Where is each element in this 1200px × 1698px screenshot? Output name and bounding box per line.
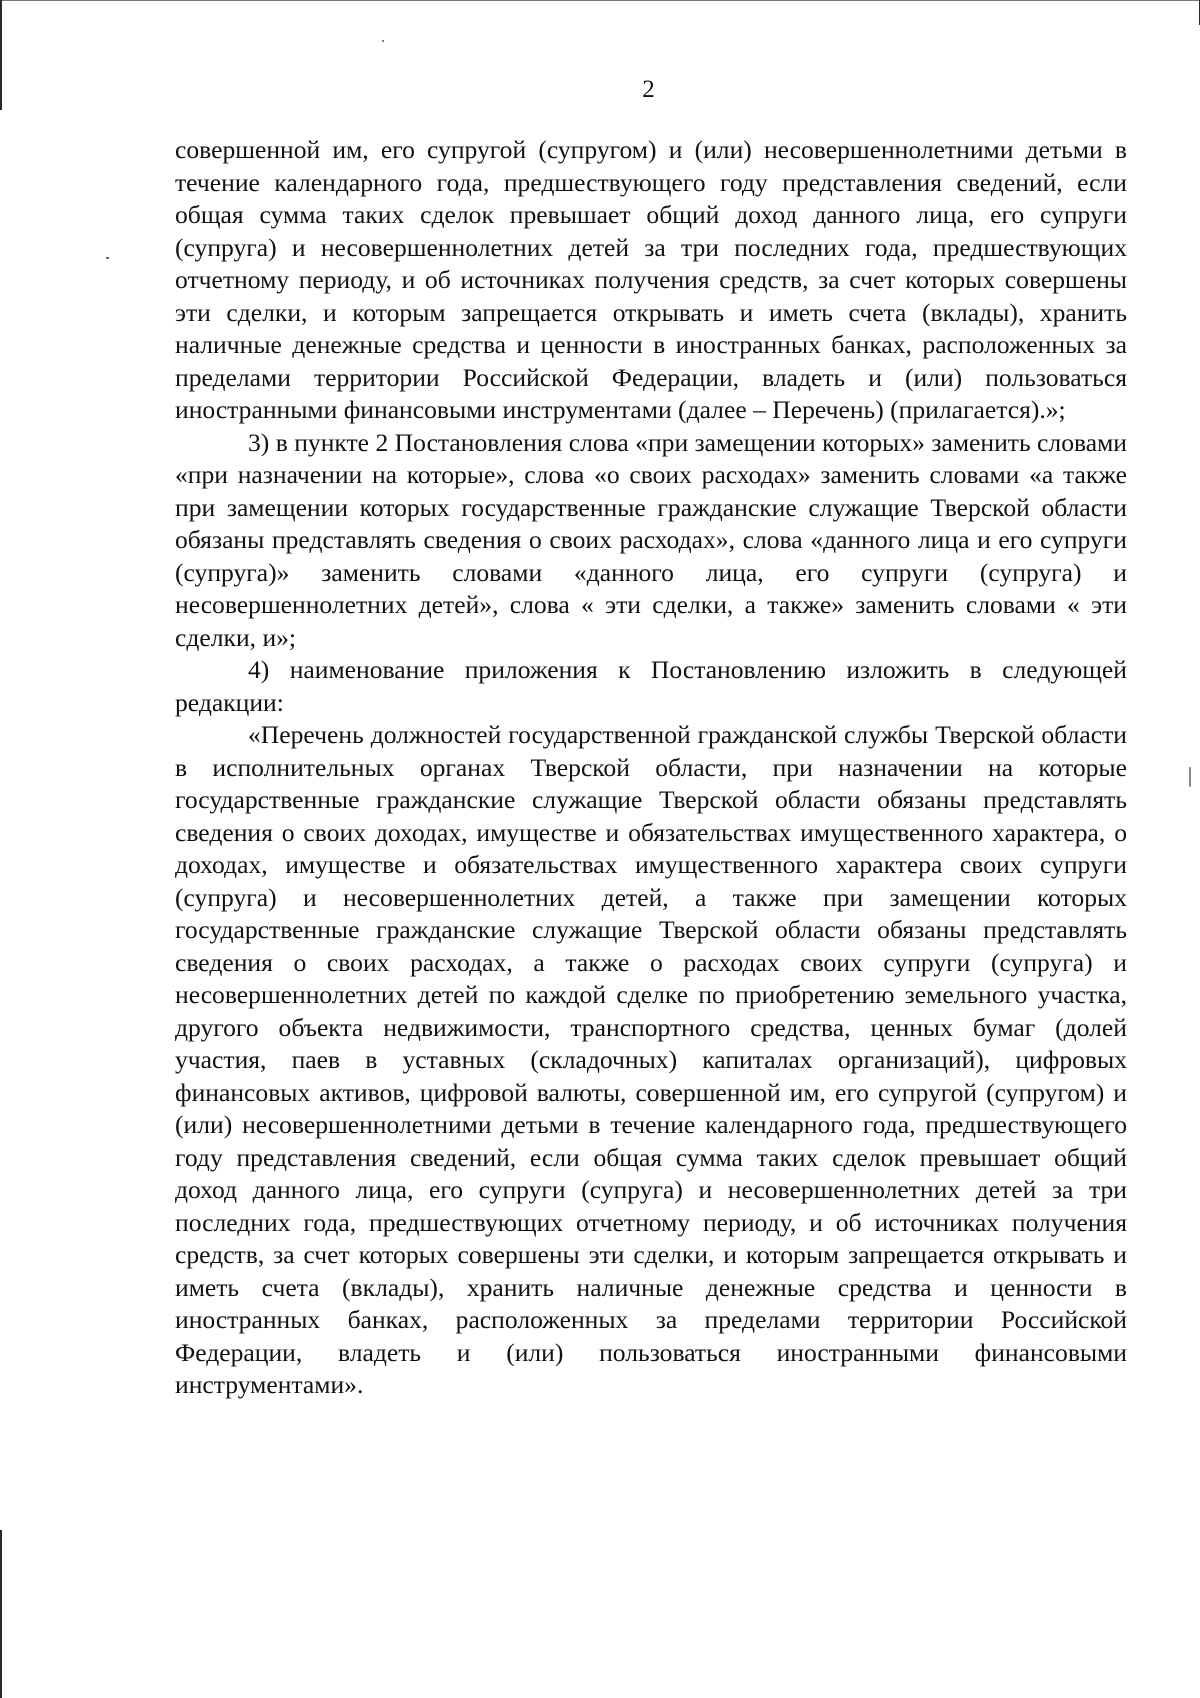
scan-speck [1189,767,1191,787]
paragraph-continuation: совершенной им, его супругой (супругом) и (или) несовершеннолетними детьми в течение календарного года, предшествующего году представления сведений, если общая сумма таких сделок превышает общий доход данного лица, его супруги (супруга) и несовершеннолетних детей за три последних года, предшествующих отчетному периоду, и об источниках получения средств, за счет которых совершены эти сделки, и которым запрещается открывать и иметь счета (вклады), хранить наличные денежные средства и ценности в иностранных банках, расположенных за пределами территории Российской Федерации, владеть и (или) пользоваться иностранными финансовыми инструментами (далее – Перечень) (прилагается).»; [175,135,1127,424]
scan-border-top [0,0,1200,1]
scan-border-left-lower [0,1530,2,1698]
scan-speck [106,257,109,259]
scan-speck [382,40,384,42]
paragraph-appendix-title: «Перечень должностей государственной гражданской службы Тверской области в исполнительных органах Тверской области, при назначении на которые государственные гражданские служащие Тверской области обязаны представлять сведения о своих доходах, имуществе и обязательствах имущественного характера, о доходах, имуществе и обязательствах имущественного характера своих супруги (супруга) и несовершеннолетних детей, а также при замещении которых государственные гражданские служащие Тверской области обязаны представлять сведения о своих расходах, а также о расходах своих супруги (супруга) и несовершеннолетних детей по каждой сделке по приобретению земельного участка, другого объекта недвижимости, транспортного средства, ценных бумаг (долей участия, паев в уставных (складочных) капиталах организаций), цифровых финансовых активов, цифровой валюты, совершенной им, его супругой (супругом) и (или) несовершеннолетними детьми в течение календарного года, предшествующего году представления сведений, если общая сумма таких сделок превышает общий доход данного лица, его супруги (супруга) и несовершеннолетних детей за три последних года, предшествующих отчетному периоду, и об источниках получения средств, за счет которых совершены эти сделки, и которым запрещается открывать и иметь счета (вклады), хранить наличные денежные средства и ценности в иностранных банках, расположенных за пределами территории Российской Федерации, владеть и (или) пользоваться иностранными финансовыми инструментами». [175,720,1127,1399]
paragraph-item-3: 3) в пункте 2 Постановления слова «при замещении которых» заменить словами «при назначении на которые», слова «о своих расходах» заменить словами «а также при замещении которых государственные гражданские служащие Тверской области обязаны представлять сведения о своих расходах», слова «данного лица и его супруги (супруга)» заменить словами «данного лица, его супруги (супруга) и несовершеннолетних детей», слова « эти сделки, а также» заменить словами « эти сделки, и»; [175,427,1127,652]
document-body [175,134,1127,1402]
page-number: 2 [642,76,655,103]
paragraph-item-4: 4) наименование приложения к Постановлению изложить в следующей редакции: [175,655,1127,717]
